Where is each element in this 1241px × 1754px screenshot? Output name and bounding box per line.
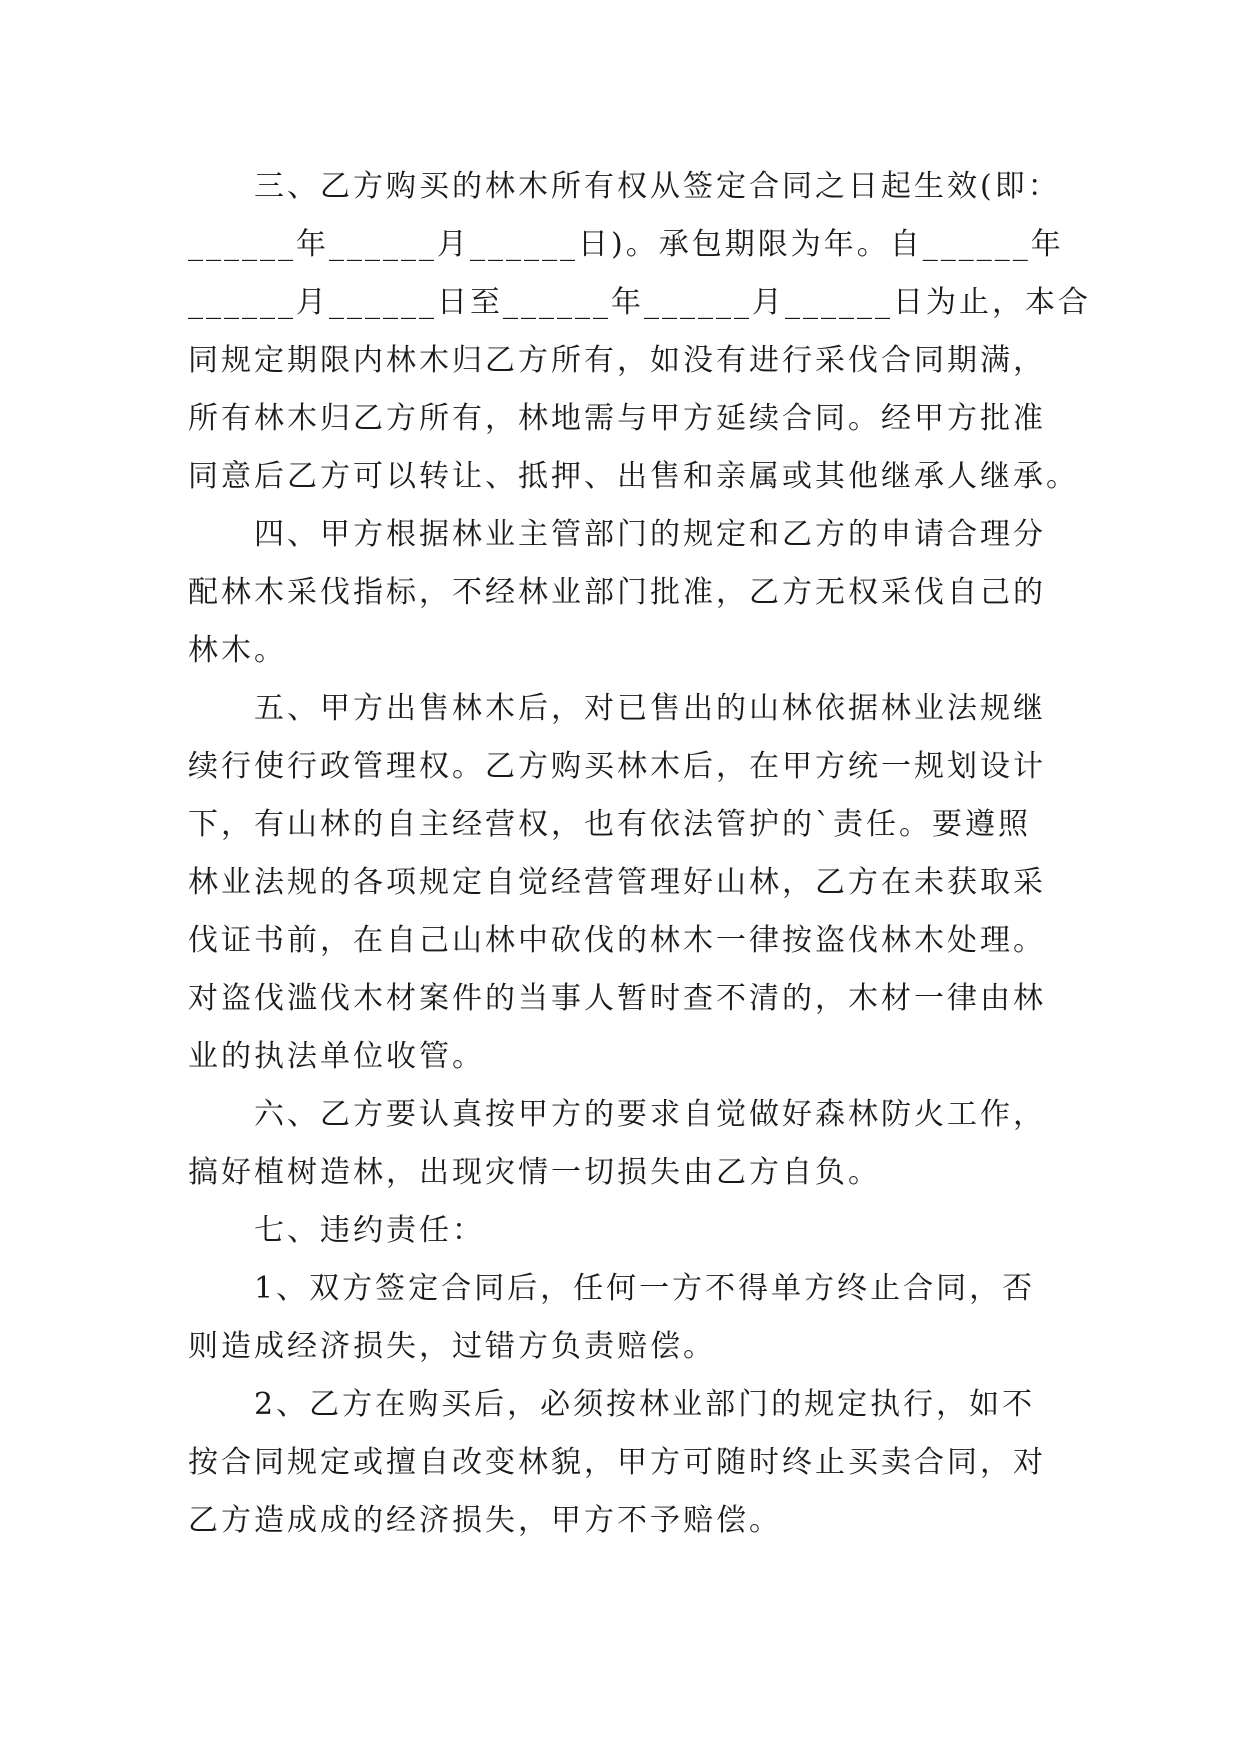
text-line: 林业法规的各项规定自觉经营管理好山林，乙方在未获取采 xyxy=(188,865,1046,900)
text-line: 业的执法单位收管。 xyxy=(188,1039,485,1074)
paragraph-clause-7 xyxy=(188,1202,1066,1260)
text-line: 对盗伐滥伐木材案件的当事人暂时查不清的，木材一律由林 xyxy=(188,981,1046,1016)
text-line: 下，有山林的自主经营权，也有依法管护的`责任。要遵照 xyxy=(188,807,1031,842)
text-line: ______年______月______日)。承包期限为年。自______年 xyxy=(188,227,1064,262)
text-line: 三、乙方购买的林木所有权从签定合同之日起生效(即： xyxy=(188,169,1061,204)
paragraph-clause-3 xyxy=(188,158,1091,506)
document-body xyxy=(188,158,1091,1550)
text-line: ______月______日至______年______月______日为止，本合 xyxy=(188,285,1091,320)
text-line: 配林木采伐指标，不经林业部门批准，乙方无权采伐自己的 xyxy=(188,575,1046,610)
text-line: 搞好植树造林，出现灾情一切损失由乙方自负。 xyxy=(188,1155,881,1190)
paragraph-clause-6 xyxy=(188,1086,1066,1202)
text-line: 2、乙方在购买后，必须按林业部门的规定执行，如不 xyxy=(188,1387,1036,1422)
text-line: 所有林木归乙方所有，林地需与甲方延续合同。经甲方批准 xyxy=(188,401,1046,436)
text-line: 续行使行政管理权。乙方购买林木后，在甲方统一规划设计 xyxy=(188,749,1046,784)
paragraph-clause-7-1 xyxy=(188,1260,1066,1376)
text-line: 1、双方签定合同后，任何一方不得单方终止合同，否 xyxy=(188,1271,1036,1306)
text-line: 伐证书前，在自己山林中砍伐的林木一律按盗伐林木处理。 xyxy=(188,923,1046,958)
text-line: 四、甲方根据林业主管部门的规定和乙方的申请合理分 xyxy=(188,517,1046,552)
text-line: 林木。 xyxy=(188,633,287,668)
paragraph-clause-4 xyxy=(188,506,1066,680)
text-line: 五、甲方出售林木后，对已售出的山林依据林业法规继 xyxy=(188,691,1046,726)
text-line: 按合同规定或擅自改变林貌，甲方可随时终止买卖合同，对 xyxy=(188,1445,1046,1480)
paragraph-clause-5 xyxy=(188,680,1066,1086)
paragraph-clause-7-2 xyxy=(188,1376,1066,1550)
text-line: 乙方造成成的经济损失，甲方不予赔偿。 xyxy=(188,1503,782,1538)
text-line: 六、乙方要认真按甲方的要求自觉做好森林防火工作， xyxy=(188,1097,1046,1132)
text-line: 则造成经济损失，过错方负责赔偿。 xyxy=(188,1329,716,1364)
text-line: 七、违约责任： xyxy=(188,1213,485,1248)
text-line: 同意后乙方可以转让、抵押、出售和亲属或其他继承人继承。 xyxy=(188,459,1079,494)
text-line: 同规定期限内林木归乙方所有，如没有进行采伐合同期满， xyxy=(188,343,1046,378)
